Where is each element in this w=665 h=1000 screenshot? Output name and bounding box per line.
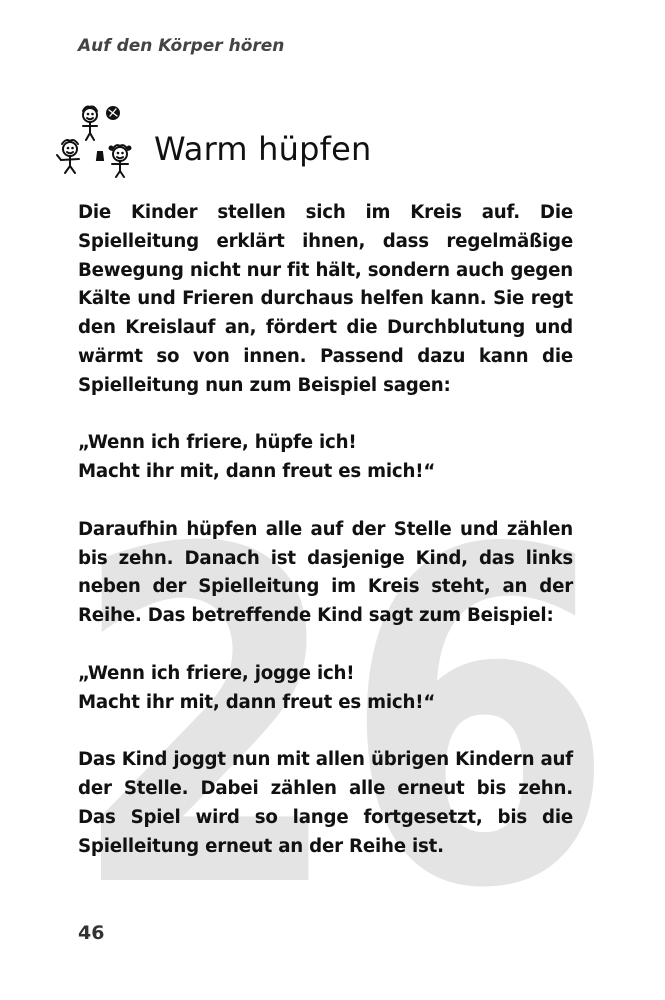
running-head: Auf den Körper hören (78, 36, 285, 56)
verse-line: Macht ihr mit, dann freut es mich!“ (78, 691, 436, 713)
paragraph: Die Kinder stellen sich im Kreis auf. Die Spielleitung erklärt ihnen, dass regelmäßige Bewegung nicht nur fit hält, sondern auch gegen Kälte und Frieren durchaus helfen kann. Sie regt den Kreislauf an, fördert die Durchblutung und wärmt so von innen. Passend dazu kann die Spielleitung nun zum Beispiel sagen: (78, 202, 573, 396)
playing-children-icon (50, 100, 145, 180)
paragraph: Daraufhin hüpfen alle auf der Stelle und zählen bis zehn. Danach ist dasjenige Kind, das links neben der Spielleitung im Kreis steht, an der Reihe. Das betreffende Kind sagt zum Beispiel: (78, 518, 573, 627)
verse-line: „Wenn ich friere, hüpfe ich! (78, 432, 357, 454)
verse (78, 429, 573, 487)
title-row (50, 100, 610, 180)
verse (78, 660, 573, 718)
page-number: 46 (78, 922, 105, 944)
body-text (78, 199, 573, 890)
page-title: Warm hüpfen (154, 130, 372, 168)
verse-line: Macht ihr mit, dann freut es mich!“ (78, 461, 436, 483)
verse-line: „Wenn ich friere, jogge ich! (78, 662, 355, 684)
paragraph: Das Kind joggt nun mit allen übrigen Kindern auf der Stelle. Dabei zählen alle erneut bis zehn. Das Spiel wird so lange fortgesetzt, bis die Spielleitung erneut an der Reihe ist. (78, 749, 573, 857)
game-number: 26 (70, 480, 615, 920)
